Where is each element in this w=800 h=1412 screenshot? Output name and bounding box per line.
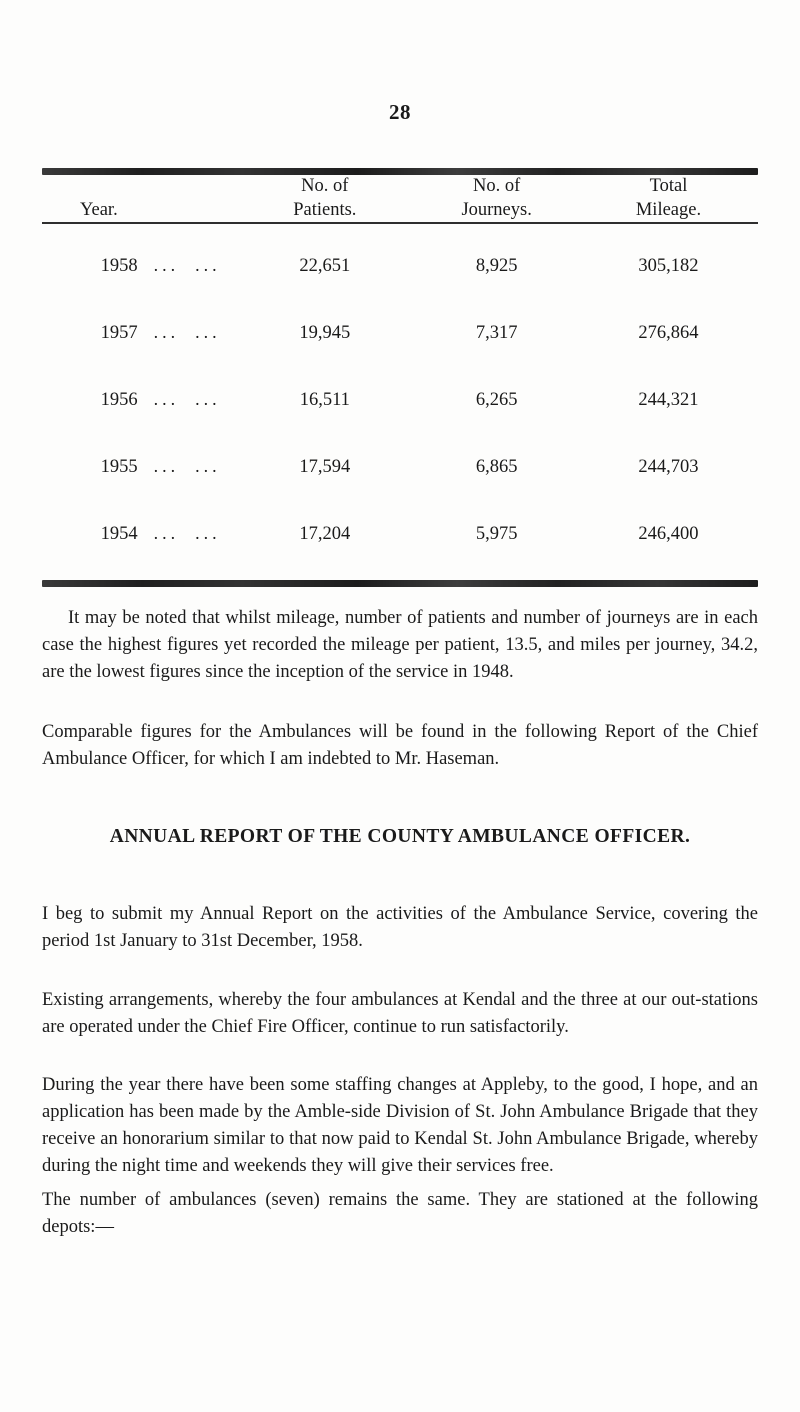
table-row <box>42 434 758 501</box>
table-row <box>42 501 758 568</box>
year-value: 1955 <box>100 457 138 478</box>
column-header-year <box>42 175 235 222</box>
cell-journeys: 6,865 <box>475 457 518 478</box>
cell-mileage: 244,321 <box>638 390 699 411</box>
column-header-mileage-line2: Mileage. <box>635 199 702 220</box>
paragraph-existing-arrangements <box>42 987 758 1041</box>
table-spacer <box>42 224 758 233</box>
leader-dots-2: ... <box>195 255 221 276</box>
page-number: 28 <box>389 100 411 124</box>
table-bottom-rule <box>42 580 758 587</box>
cell-year <box>42 434 235 501</box>
paragraph-comparable-figures <box>42 719 758 773</box>
year-value: 1958 <box>100 256 138 277</box>
cell-year <box>42 300 235 367</box>
paragraph-staffing-changes-text: During the year there have been some staffing changes at Appleby, to the good, I hope, and an application has been made by the Amble-side Division of St. John Ambulance Brigade that they receive an honorarium similar to that now paid to Kendal St. John Ambulance Brigade, whereby during the night time and weekends they will give their services free. <box>42 1074 758 1177</box>
paragraph-ambulance-count <box>42 1187 758 1241</box>
cell-patients: 17,594 <box>299 457 351 478</box>
column-header-journeys-line1: No. of <box>473 176 521 196</box>
statistics-table <box>42 175 758 222</box>
column-header-mileage <box>579 175 758 222</box>
paragraph-mileage-note-text: It may be noted that whilst mileage, number of patients and number of journeys are in each case the highest figures yet recorded the mileage per patient, 13.5, and miles per journey, 34.2, are the lowest figures since the inception of the service in 1948. <box>42 607 758 682</box>
paragraph-report-intro <box>42 901 758 955</box>
paragraph-report-intro-text: I beg to submit my Annual Report on the activities of the Ambulance Service, covering the period 1st January to 31st December, 1958. <box>42 903 758 951</box>
table-header <box>42 175 758 222</box>
cell-mileage: 305,182 <box>638 256 699 277</box>
leader-dots-1: ... <box>153 255 180 276</box>
paragraph-mileage-note <box>42 605 758 687</box>
paragraph-comparable-figures-text: Comparable figures for the Ambulances will be found in the following Report of the Chief Ambulance Officer, for which I am indebted to Mr. Haseman. <box>42 721 758 769</box>
cell-patients: 16,511 <box>299 390 350 411</box>
column-header-year-label: Year. <box>80 199 118 220</box>
table-row <box>42 300 758 367</box>
cell-year <box>42 367 235 434</box>
column-header-mileage-line1: Total <box>649 176 688 196</box>
column-header-patients <box>235 175 414 222</box>
cell-mileage: 244,703 <box>638 457 699 478</box>
leader-dots-1: ... <box>153 389 180 410</box>
leader-dots-1: ... <box>153 523 180 544</box>
table-top-rule <box>42 168 758 175</box>
cell-patients: 22,651 <box>299 256 351 277</box>
year-value: 1957 <box>100 323 138 344</box>
leader-dots-2: ... <box>195 389 221 410</box>
cell-year <box>42 501 235 568</box>
ambulance-statistics-table <box>42 168 758 587</box>
cell-mileage: 246,400 <box>638 524 699 545</box>
table-row <box>42 367 758 434</box>
cell-journeys: 8,925 <box>475 256 518 277</box>
paragraph-existing-arrangements-text: Existing arrangements, whereby the four ambulances at Kendal and the three at our out-stations are operated under the Chief Fire Officer, continue to run satisfactorily. <box>42 989 758 1037</box>
cell-journeys: 5,975 <box>475 524 518 545</box>
cell-patients: 17,204 <box>299 524 351 545</box>
year-value: 1954 <box>100 524 138 545</box>
leader-dots-1: ... <box>153 456 180 477</box>
leader-dots-2: ... <box>195 523 221 544</box>
year-value: 1956 <box>100 390 138 411</box>
statistics-table-body <box>42 233 758 568</box>
section-heading-annual-report: ANNUAL REPORT OF THE COUNTY AMBULANCE OFFICER. <box>109 826 691 847</box>
cell-year <box>42 233 235 300</box>
column-header-patients-line2: Patients. <box>293 199 357 220</box>
leader-dots-2: ... <box>195 322 221 343</box>
column-header-patients-line1: No. of <box>301 176 349 196</box>
cell-mileage: 276,864 <box>638 323 699 344</box>
cell-journeys: 7,317 <box>475 323 518 344</box>
leader-dots-1: ... <box>153 322 180 343</box>
table-body <box>42 233 758 568</box>
paragraph-ambulance-count-text: The number of ambulances (seven) remains the same. They are stationed at the following depots:— <box>42 1189 758 1237</box>
cell-patients: 19,945 <box>299 323 351 344</box>
paragraph-staffing-changes <box>42 1072 758 1181</box>
column-header-journeys <box>414 175 579 222</box>
leader-dots-2: ... <box>195 456 221 477</box>
table-row <box>42 233 758 300</box>
cell-journeys: 6,265 <box>475 390 518 411</box>
column-header-journeys-line2: Journeys. <box>461 199 532 220</box>
